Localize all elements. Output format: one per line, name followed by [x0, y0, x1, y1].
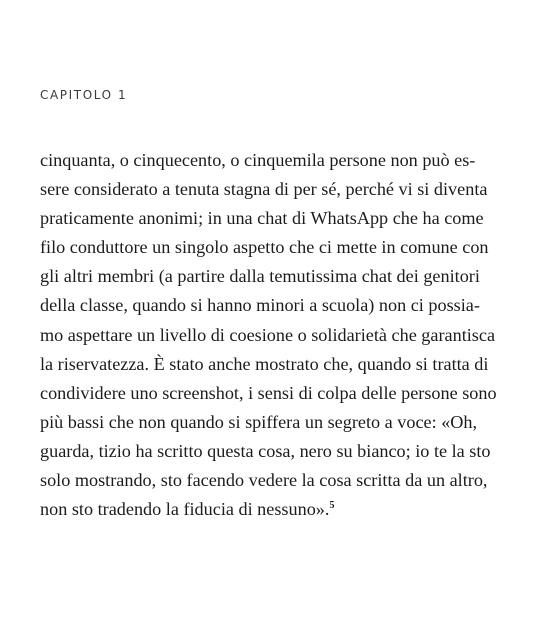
text-line: solo mostrando, sto facendo vedere la cosa scritta da un altro, — [40, 470, 488, 491]
body-paragraph — [40, 146, 497, 524]
text-line: la riservatezza. È stato anche mostrato che, quando si tratta di — [40, 353, 489, 374]
text-line-last — [40, 495, 497, 524]
text-line: condividere uno screenshot, i sensi di colpa delle persone sono — [40, 382, 497, 403]
text-line: filo conduttore un singolo aspetto che ci mette in comune con — [40, 237, 489, 258]
text-line: della classe, quando si hanno minori a scuola) non ci possia- — [40, 295, 480, 316]
text-line: gli altri membri (a partire dalla temutissima chat dei genitori — [40, 266, 480, 287]
text-line: guarda, tizio ha scritto questa cosa, nero su bianco; io te la sto — [40, 440, 491, 461]
text-line: più bassi che non quando si spiffera un segreto a voce: «Oh, — [40, 411, 478, 432]
text-line: sere considerato a tenuta stagna di per sé, perché vi si diventa — [40, 179, 488, 200]
text-line: cinquanta, o cinquecento, o cinquemila persone non può es- — [40, 150, 476, 170]
text-line: praticamente anonimi; in una chat di WhatsApp che ha come — [40, 208, 484, 229]
text-line: mo aspettare un livello di coesione o solidarietà che garantisca — [40, 324, 496, 345]
footnote-reference[interactable]: 5 — [329, 500, 335, 512]
chapter-running-head: CAPITOLO 1 — [40, 88, 128, 102]
text-line-last-content: non sto tradendo la fiducia di nessuno». — [40, 499, 330, 520]
